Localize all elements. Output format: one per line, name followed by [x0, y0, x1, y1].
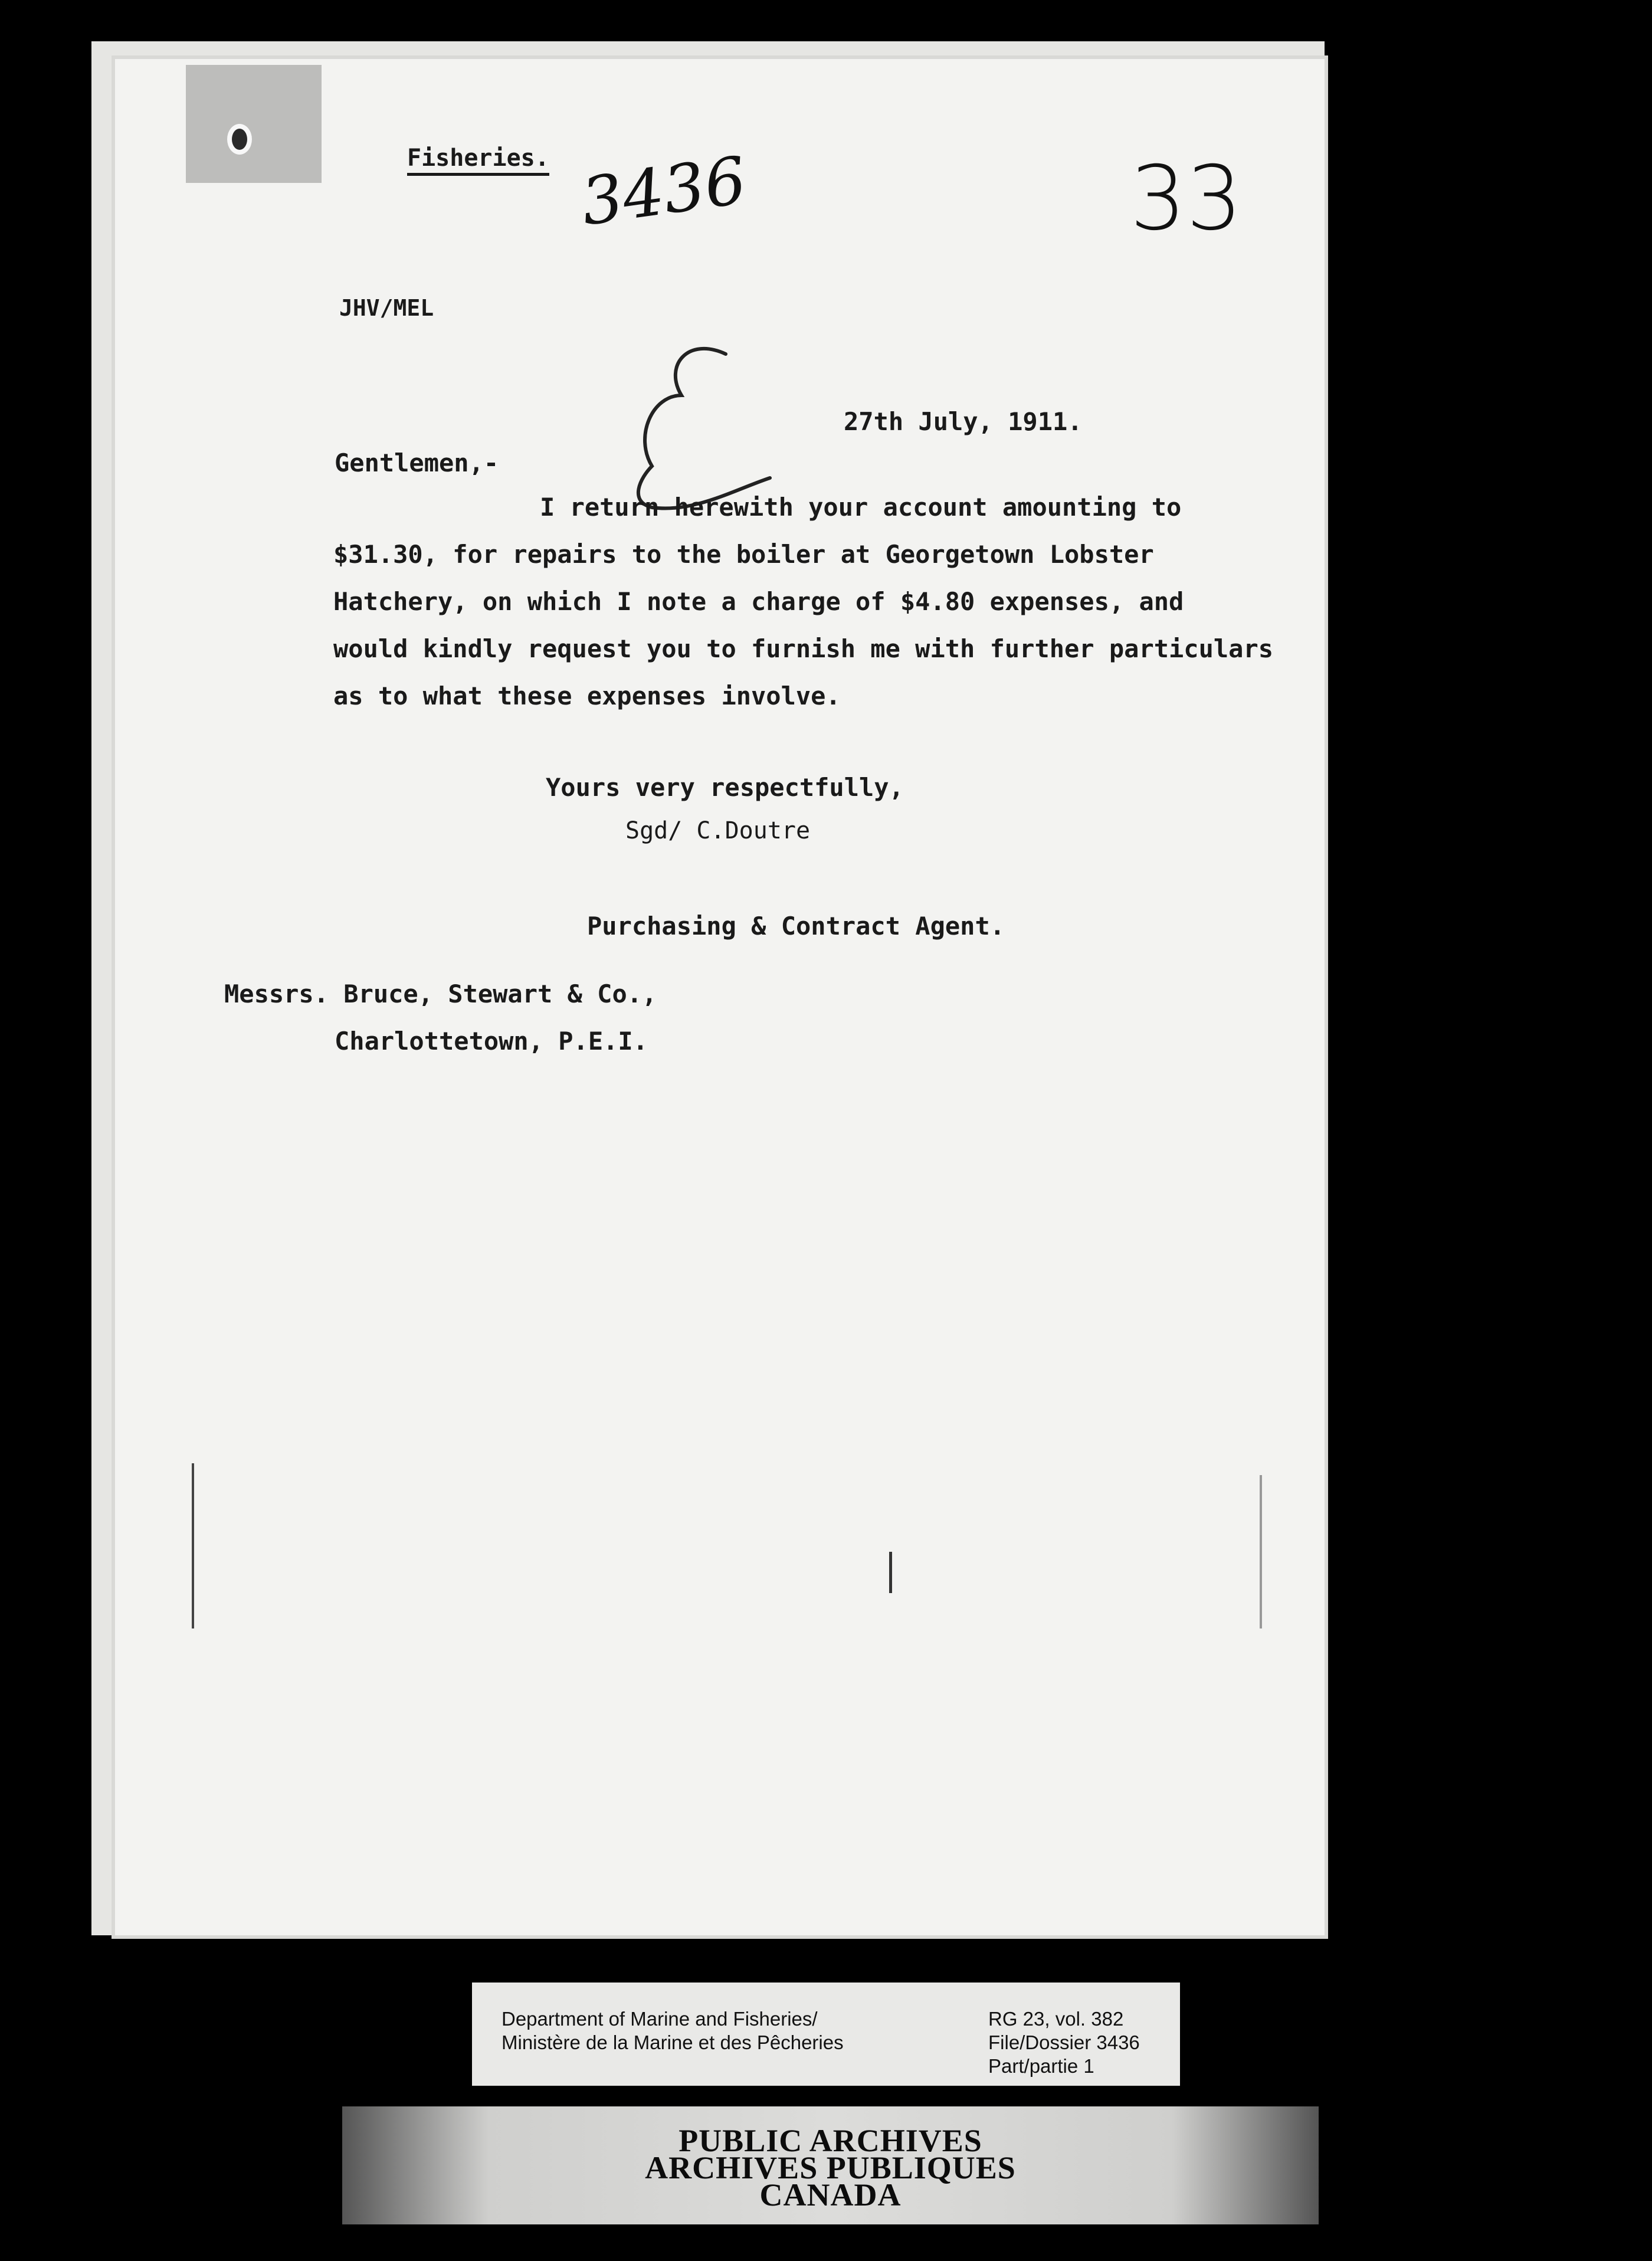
handwritten-folio-number: 33	[1130, 148, 1243, 250]
body-line-1: I return herewith your account amounting to	[540, 493, 1182, 522]
archive-label-department	[502, 2007, 844, 2054]
body-line-3: Hatchery, on which I note a charge of $4.80 expenses, and	[333, 587, 1184, 616]
label-record-group: RG 23, vol. 382	[988, 2008, 1124, 2030]
stamp-line-2: ARCHIVES PUBLIQUES	[645, 2150, 1016, 2185]
archives-stamp	[342, 2123, 1319, 2213]
stamp-line-1: PUBLIC ARCHIVES	[678, 2123, 982, 2158]
recipient-location: Charlottetown, P.E.I.	[335, 1027, 648, 1056]
label-part: Part/partie 1	[988, 2055, 1094, 2077]
letter-date: 27th July, 1911.	[844, 407, 1083, 436]
body-line-2: $31.30, for repairs to the boiler at Georgetown Lobster	[333, 540, 1154, 569]
signer-title: Purchasing & Contract Agent.	[587, 912, 1005, 941]
archive-label-reference	[988, 2007, 1140, 2078]
handwritten-file-number: 3436	[576, 142, 751, 240]
signature: Sgd/ C.Doutre	[625, 817, 811, 844]
recipient-name: Messrs. Bruce, Stewart & Co.,	[224, 979, 657, 1008]
page-tick-mark	[889, 1552, 892, 1593]
body-line-5: as to what these expenses involve.	[333, 681, 841, 710]
margin-mark-right	[1260, 1475, 1262, 1628]
label-file-dossier: File/Dossier 3436	[988, 2031, 1140, 2053]
document-page	[115, 59, 1325, 1935]
punch-hole	[227, 124, 252, 155]
label-department-en: Department of Marine and Fisheries/	[502, 2008, 818, 2030]
archives-stamp-band	[342, 2106, 1319, 2224]
archive-label-card	[472, 1983, 1180, 2086]
stamp-line-3: CANADA	[759, 2177, 902, 2213]
document-heading: Fisheries.	[407, 145, 549, 176]
margin-mark-left	[192, 1463, 194, 1628]
salutation: Gentlemen,-	[335, 448, 499, 477]
closing: Yours very respectfully,	[546, 773, 904, 802]
folder-tab	[186, 65, 322, 183]
body-line-4: would kindly request you to furnish me with further particulars	[333, 634, 1274, 663]
label-department-fr: Ministère de la Marine et des Pêcheries	[502, 2031, 844, 2053]
reference-initials: JHV/MEL	[339, 295, 434, 321]
